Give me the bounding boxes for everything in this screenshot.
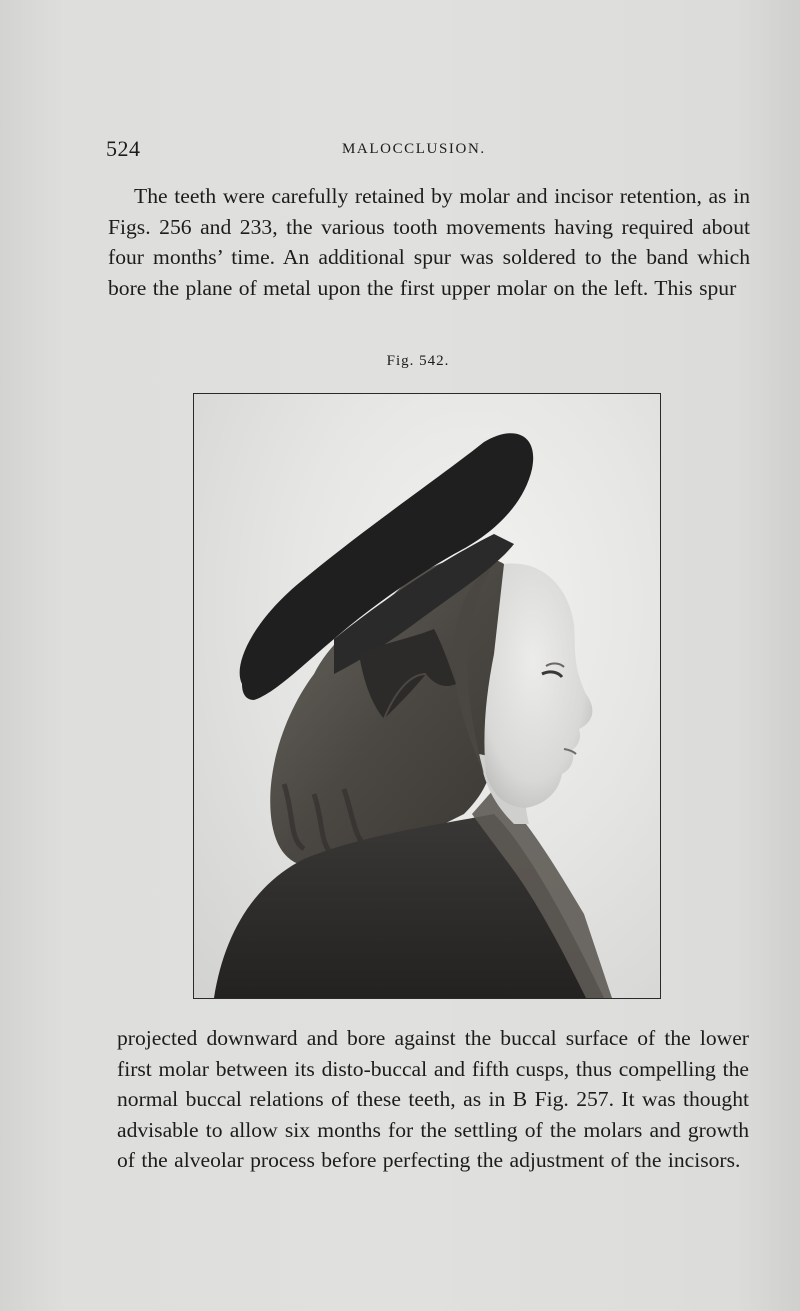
paragraph-bottom: projected downward and bore against the buccal surface of the lower first molar between its disto-buccal and fifth cusps, thus compelling the normal buccal relations of these teeth, as in B Fig. 257. It was thought advisable to allow six months for the settling of the molars and growth of the alveolar process before perfecting the adjustment of the incisors. [117,1026,749,1172]
figure-photograph [193,393,661,999]
portrait-illustration [194,394,660,998]
running-title: MALOCCLUSION. [342,141,486,157]
figure-caption [0,353,800,370]
figure-label-number: 542. [419,353,450,369]
paragraph-top: The teeth were carefully retained by molar and incisor retention, as in Figs. 256 and 233, the various tooth movements having required about four months’ time. An additional spur was soldered to the band which bore the plane of metal upon the first upper molar on the left. This spur [108,184,750,300]
face-shape [484,563,592,808]
figure-label-prefix: Fig. [386,353,415,369]
running-head [106,136,756,166]
page-number: 524 [106,136,141,161]
